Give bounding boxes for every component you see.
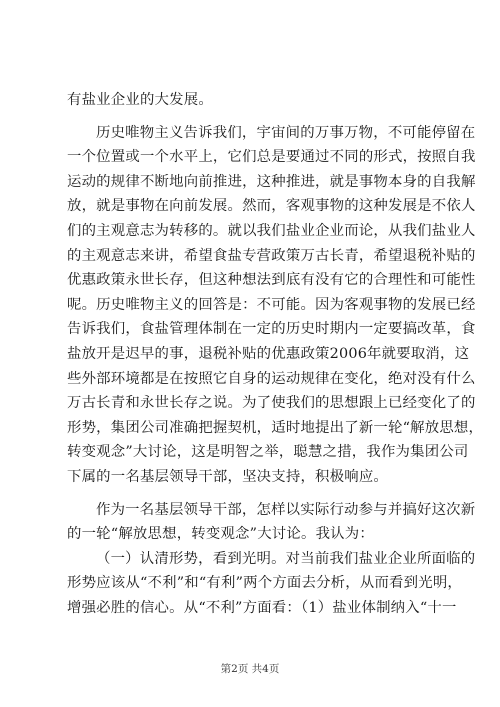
paragraph-line: （一）认清形势，看到光明。对当前我们盐业企业所面临的 [96, 550, 476, 567]
paragraph-line: 转变观念”大讨论，这是明智之举，聪慧之措，我作为集团公司 [67, 444, 469, 461]
paragraph-line: 呢。历史唯物主义的回答是：不可能。因为客观事物的发展已经 [67, 296, 476, 313]
paragraph-line: 形势，集团公司准确把握契机，适时地提出了新一轮“解放思想， [67, 419, 484, 436]
paragraph-line: 们的主观意志为转移的。就以我们盐业企业而论，从我们盐业人 [67, 222, 476, 239]
paragraph-line: 告诉我们，食盐管理体制在一定的历史时期内一定要搞改革，食 [67, 321, 476, 338]
paragraph-line: 有盐业企业的大发展。 [67, 92, 213, 108]
page-number-footer: 第2页 共4页 [220, 663, 280, 675]
paragraph-line: 增强必胜的信心。从“不利”方面看：（1）盐业体制纳入“十一 [67, 599, 457, 616]
paragraph-line: 万古长青和永世长存之说。为了使我们的思想跟上已经变化了的 [67, 395, 476, 412]
paragraph-line: 运动的规律不断地向前推进，这种推进，就是事物本身的自我解 [67, 173, 476, 190]
paragraph-line: 作为一名基层领导干部，怎样以实际行动参与并搞好这次新 [96, 501, 476, 518]
paragraph-line: 的一轮“解放思想，转变观念”大讨论。我认为： [67, 526, 374, 543]
paragraph-line: 形势应该从“不利”和“有利”两个方面去分析，从而看到光明， [67, 575, 462, 592]
paragraph-gap [67, 113, 437, 121]
paragraph-line: 历史唯物主义告诉我们，宇宙间的万事万物，不可能停留在 [96, 124, 476, 141]
paragraph-line: 盐放开是迟早的事，退税补贴的优惠政策2006年就要取消，这 [67, 345, 470, 362]
paragraph-line: 优惠政策永世长存，但这种想法到底有没有它的合理性和可能性 [67, 272, 476, 289]
document-body [67, 88, 484, 620]
paragraph-gap [67, 490, 437, 498]
paragraph-line: 放，就是事物在向前发展。然而，客观事物的这种发展是不依人 [67, 198, 476, 215]
paragraph-line: 一个位置或一个水平上，它们总是要通过不同的形式，按照自我 [67, 149, 476, 166]
paragraph-line: 下属的一名基层领导干部，坚决支持，积极响应。 [67, 468, 388, 485]
paragraph-line: 些外部环境都是在按照它自身的运动规律在变化，绝对没有什么 [67, 370, 476, 387]
paragraph-line: 的主观意志来讲，希望食盐专营政策万古长青，希望退税补贴的 [67, 247, 476, 264]
